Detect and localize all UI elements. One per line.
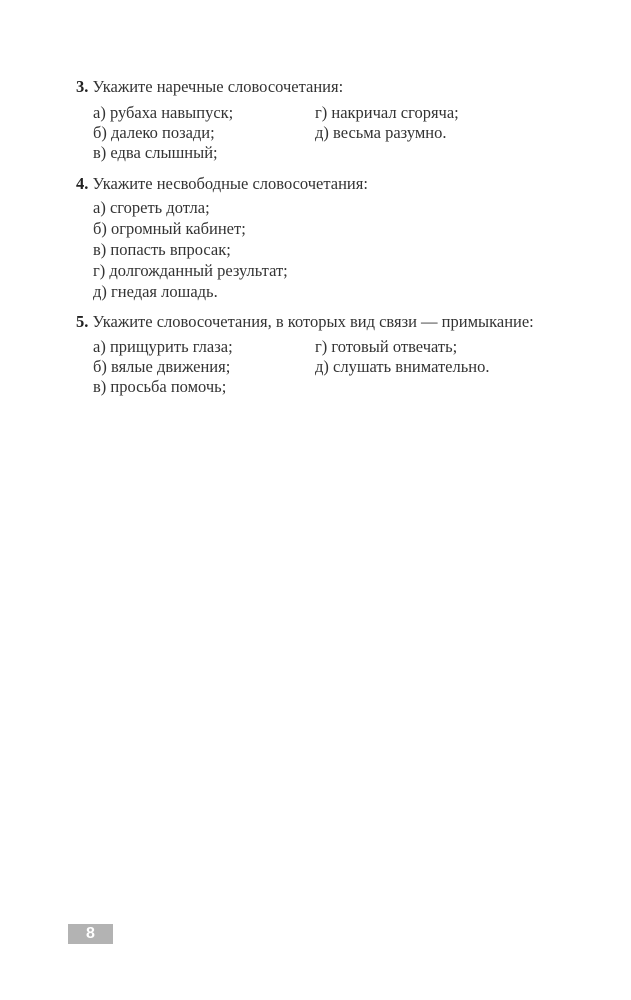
option: а) рубаха навыпуск; <box>93 103 234 122</box>
option: в) просьба помочь; <box>93 377 227 396</box>
option: г) накричал сгоряча; <box>315 103 459 122</box>
page-number: 8 <box>68 924 113 944</box>
question-heading: 4. Укажите несвободные словосочетания: <box>76 174 368 193</box>
option: а) прищурить глаза; <box>93 337 233 356</box>
option: б) вялые движения; <box>93 357 231 376</box>
option: г) готовый отвечать; <box>315 337 458 356</box>
question-heading: 3. Укажите наречные словосочетания: <box>76 77 344 96</box>
option: г) долгожданный результат; <box>93 261 288 280</box>
option: а) сгореть дотла; <box>93 198 210 217</box>
question-heading: 5. Укажите словосочетания, в которых вид связи — примыкание: <box>76 312 534 331</box>
option: д) слушать внимательно. <box>315 357 490 376</box>
option: б) огромный кабинет; <box>93 219 246 238</box>
option: д) весьма разумно. <box>315 123 447 142</box>
option: в) едва слышный; <box>93 143 218 162</box>
option: д) гнедая лошадь. <box>93 282 218 301</box>
option: в) попасть впросак; <box>93 240 231 259</box>
option: б) далеко позади; <box>93 123 215 142</box>
